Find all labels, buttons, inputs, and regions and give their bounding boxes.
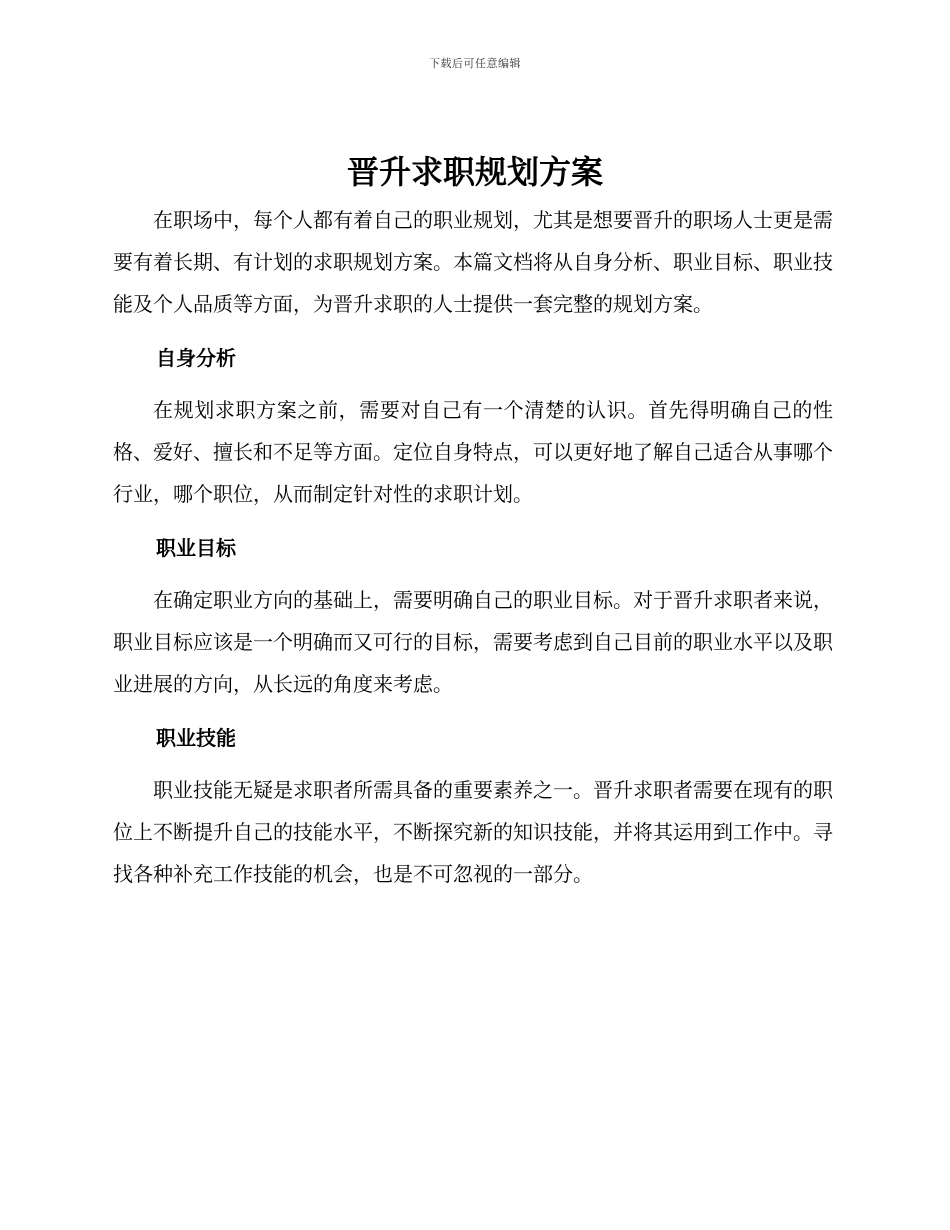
section-paragraph-career-goal: 在确定职业方向的基础上，需要明确自己的职业目标。对于晋升求职者来说，职业目标应该是一个明确而又可行的目标，需要考虑到自己目前的职业水平以及职业进展的方向，从长远的角度来考虑。: [113, 588, 833, 696]
intro-paragraph: 在职场中，每个人都有着自己的职业规划，尤其是想要晋升的职场人士更是需要有着长期、有计划的求职规划方案。本篇文档将从自身分析、职业目标、职业技能及个人品质等方面，为晋升求职的人士提供一套完整的规划方案。: [113, 208, 833, 316]
section-heading-career-skills: 职业技能: [156, 726, 236, 750]
header-note: 下载后可任意编辑: [429, 57, 521, 70]
section-paragraph-career-skills: 职业技能无疑是求职者所需具备的重要素养之一。晋升求职者需要在现有的职位上不断提升自己的技能水平，不断探究新的知识技能，并将其运用到工作中。寻找各种补充工作技能的机会，也是不可忽视的一部分。: [113, 778, 833, 886]
section-heading-self-analysis: 自身分析: [156, 346, 236, 370]
section-paragraph-self-analysis: 在规划求职方案之前，需要对自己有一个清楚的认识。首先得明确自己的性格、爱好、擅长和不足等方面。定位自身特点，可以更好地了解自己适合从事哪个行业，哪个职位，从而制定针对性的求职计划。: [113, 398, 833, 506]
section-heading-career-goal: 职业目标: [156, 536, 236, 560]
document-title: 晋升求职规划方案: [346, 153, 603, 191]
document-body: [113, 199, 833, 895]
